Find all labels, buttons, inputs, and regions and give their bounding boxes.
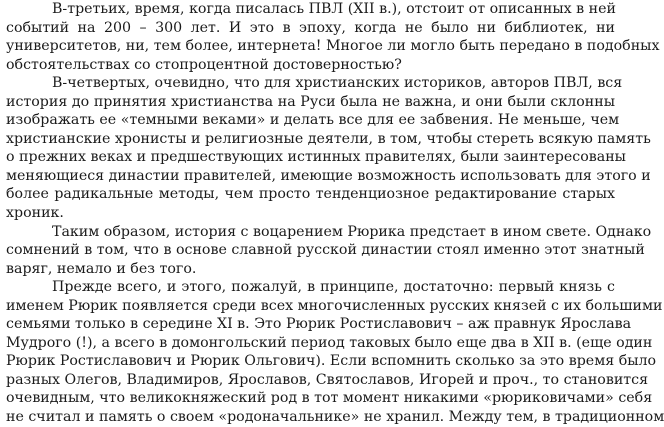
- text-line: меняющиеся династии правителей, имеющие возможность использовать для этого и: [6, 167, 651, 184]
- text-line: разных Олегов, Владимиров, Ярославов, Святославов, Игорей и проч., то становится: [6, 371, 649, 388]
- text-line: обстоятельствах со стопроцентной достоверностью?: [6, 56, 402, 73]
- paragraph-2: [6, 74, 651, 222]
- text-line: Рюрик Ростиславович и Рюрик Ольгович). Если вспомнить сколько за это время было: [6, 353, 657, 370]
- text-line: именем Рюрик появляется среди всех многочисленных русских князей с их большими: [6, 297, 663, 314]
- text-line: Прежде всего, и этого, пожалуй, в принципе, достаточно: первый князь с: [52, 279, 615, 296]
- text-line: хроник.: [6, 205, 64, 222]
- text-line: о прежних веках и предшествующих истинных правителях, были заинтересованы: [6, 149, 626, 166]
- text-line: история до принятия христианства на Руси была не важна, и они были склонны: [6, 93, 615, 110]
- text-line: сомнений в том, что в основе славной русской династии стоял именно этот знатный: [6, 242, 645, 259]
- paragraph-3: [6, 223, 652, 279]
- text-line: более радикальные методы, чем просто тенденциозное редактирование старых: [6, 186, 615, 203]
- text-column: [6, 0, 664, 427]
- text-line: событий на 200 – 300 лет. И это в эпоху, когда не было ни библиотек, ни: [6, 19, 615, 36]
- text-line: Мудрого (!), а всего в домонгольский период таковых было еще два в XII в. (еще один: [6, 334, 653, 351]
- text-line: Таким образом, история с воцарением Рюрика предстает в ином свете. Однако: [52, 223, 652, 240]
- paragraph-4: [6, 278, 664, 426]
- text-line: варяг, немало и без того.: [6, 260, 197, 277]
- text-line: очевидным, что великокняжеский род в тот момент никакими «рюриковичами» себя: [6, 390, 653, 407]
- text-line: университетов, ни, тем более, интернета! Многое ли могло быть передано в подобных: [6, 38, 660, 55]
- text-line: изображать ее «темными веками» и делать все для ее забвения. Не меньше, чем: [6, 112, 620, 129]
- text-line: В-третьих, время, когда писалась ПВЛ (XII в.), отстоит от описанных в ней: [52, 1, 616, 17]
- text-line: христианские хронисты и религиозные деятели, в том, чтобы стереть всякую память: [6, 130, 651, 147]
- text-line: не считал и память о своем «родоначальнике» не хранил. Между тем, в традиционном: [6, 409, 664, 426]
- text-line: семьями только в середине XI в. Это Рюрик Ростиславович – аж правнук Ярослава: [6, 316, 632, 333]
- paragraph-1: [6, 0, 660, 74]
- text-line: В-четвертых, очевидно, что для христианских историков, авторов ПВЛ, вся: [52, 75, 623, 92]
